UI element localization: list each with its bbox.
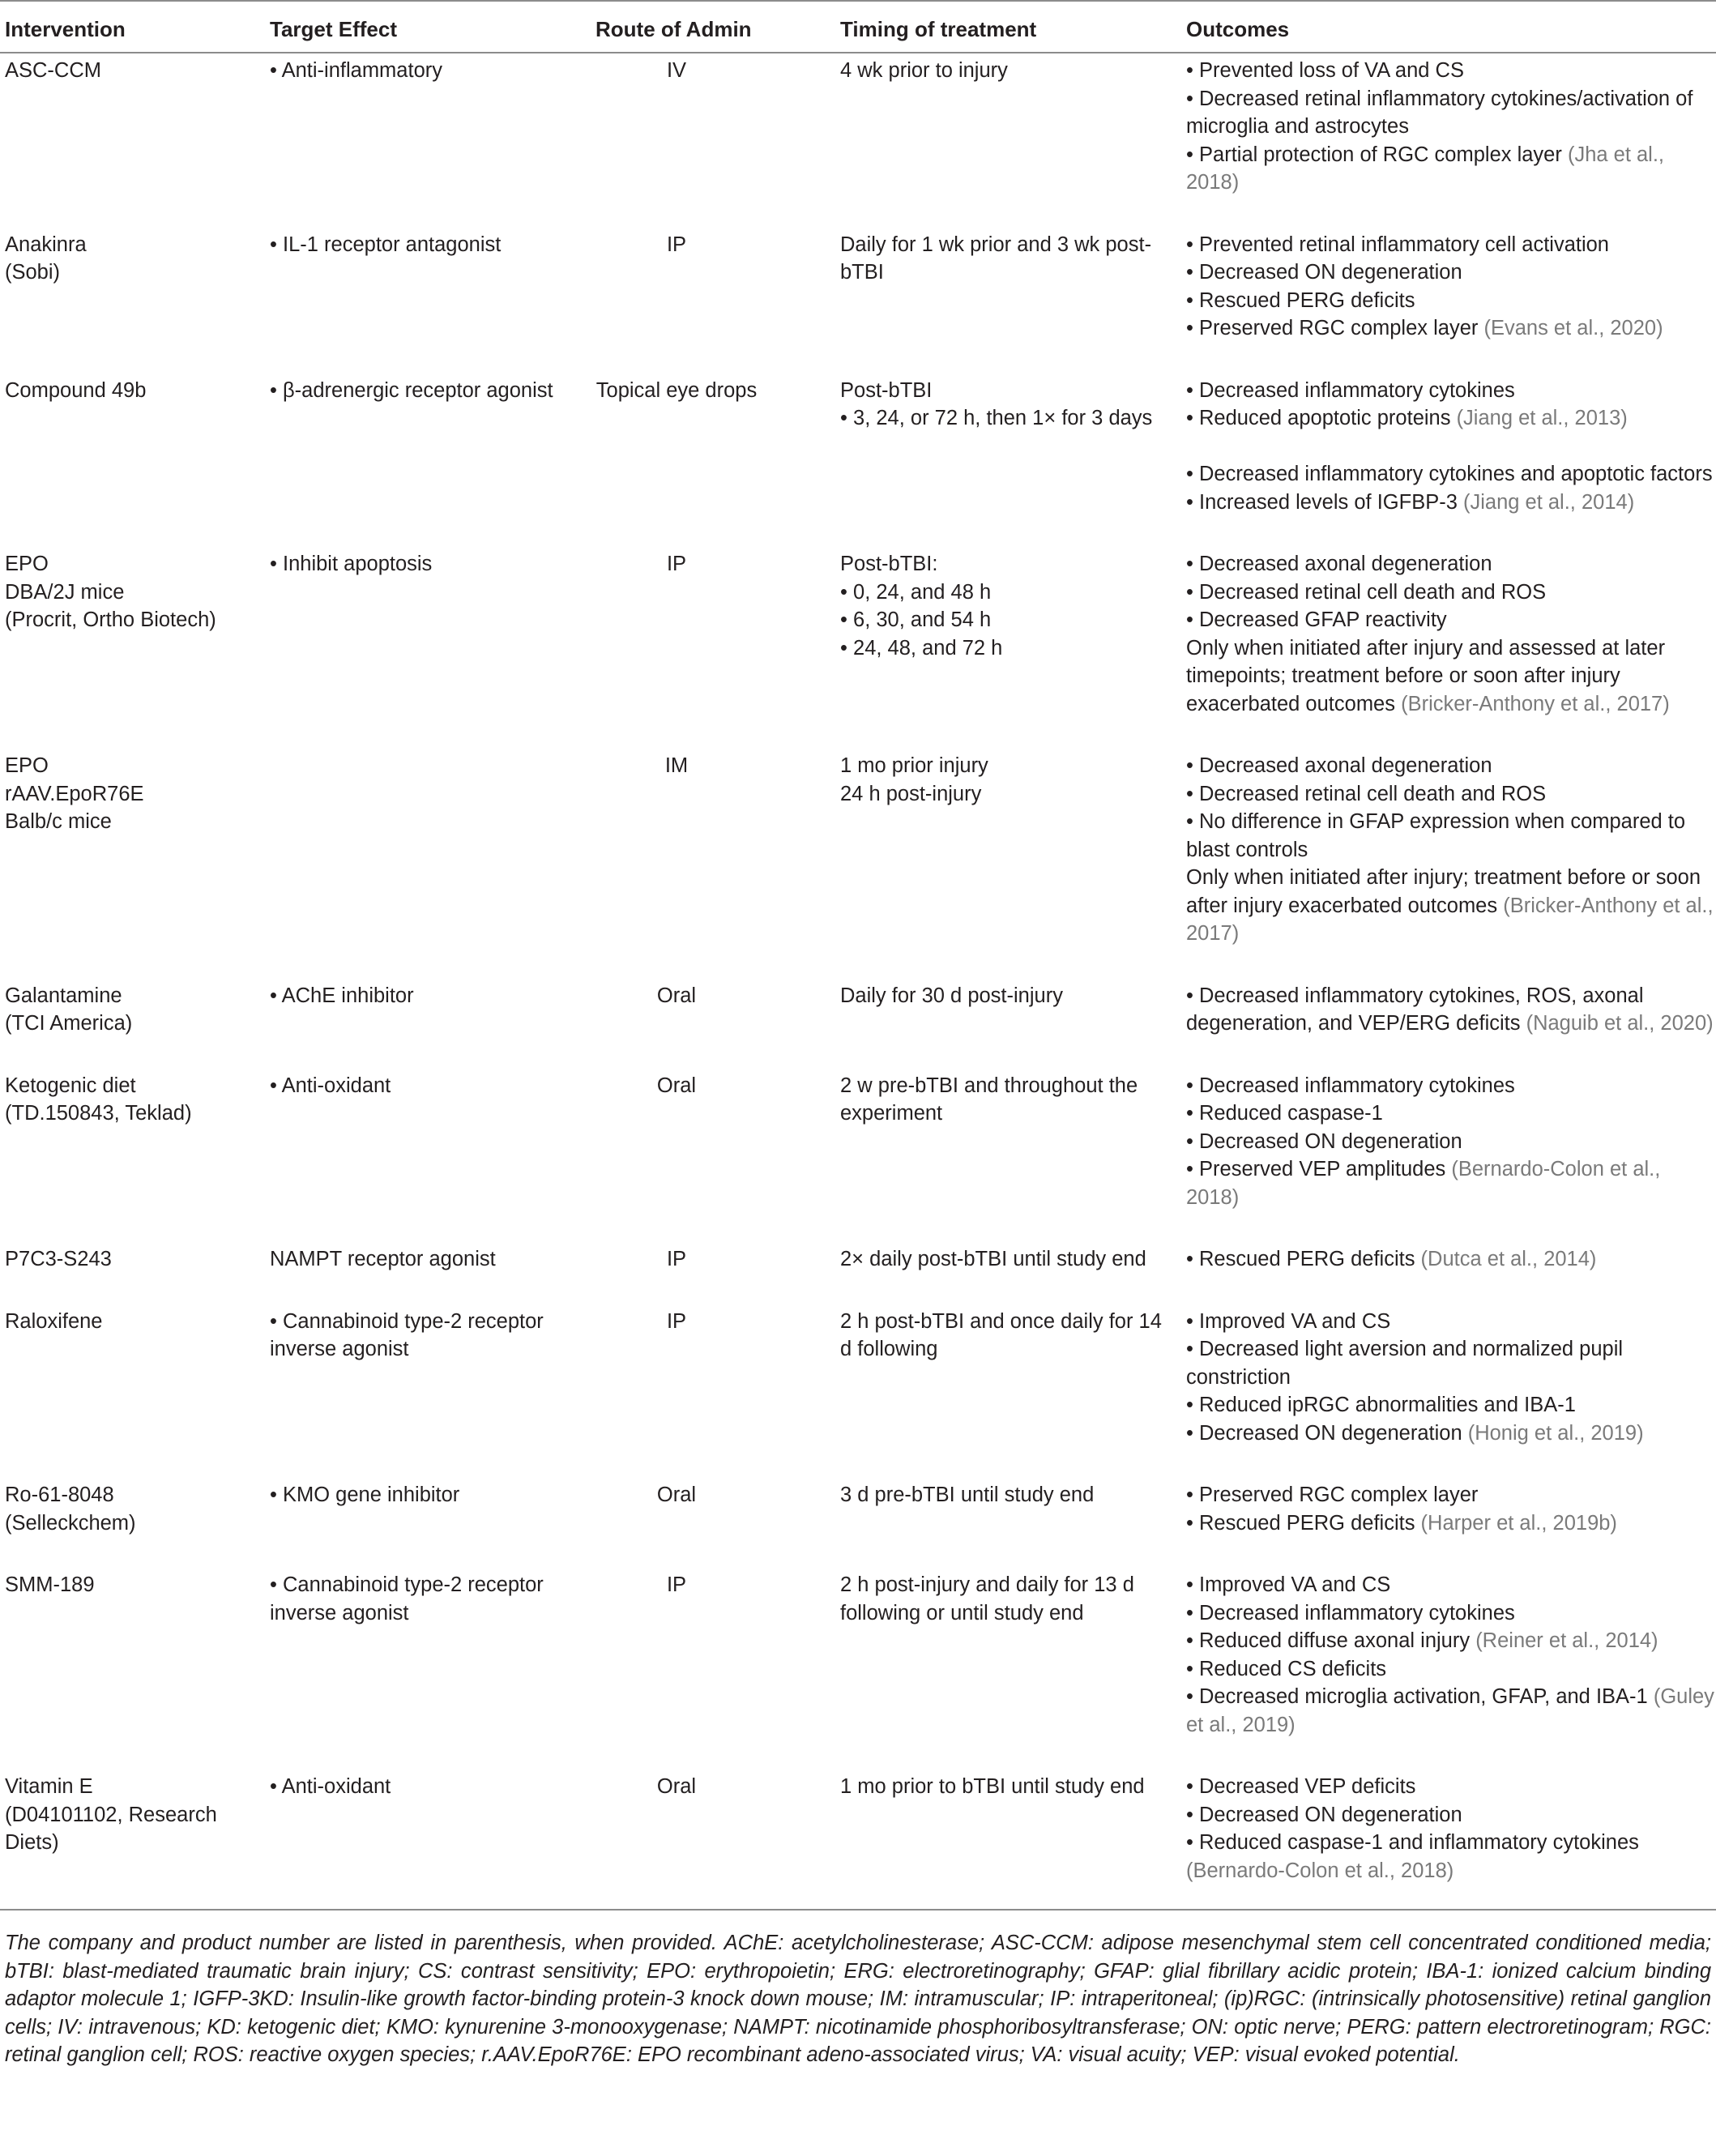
citation: (Bernardo-Colon et al., 2018) bbox=[1186, 1158, 1661, 1209]
cell-outcomes bbox=[1186, 377, 1716, 551]
timing-line: 1 mo prior injury bbox=[840, 754, 988, 777]
cell-intervention bbox=[0, 1308, 267, 1482]
outcome-item bbox=[1186, 404, 1716, 433]
intervention-line: Anakinra bbox=[5, 233, 87, 256]
cell-route bbox=[595, 752, 840, 982]
cell-timing bbox=[840, 1072, 1186, 1246]
cell-intervention bbox=[0, 377, 267, 551]
outcome-item bbox=[1186, 231, 1716, 259]
timing-line: 4 wk prior to injury bbox=[840, 59, 1008, 82]
intervention-line: EPO bbox=[5, 553, 49, 575]
outcome-item bbox=[1186, 864, 1716, 948]
target-effect-line: • Anti-oxidant bbox=[270, 1775, 391, 1798]
cell-outcomes bbox=[1186, 982, 1716, 1072]
cell-route bbox=[595, 1773, 840, 1910]
citation: (Jha et al., 2018) bbox=[1186, 143, 1665, 194]
cell-intervention bbox=[0, 1245, 267, 1308]
route-value: Topical eye drops bbox=[595, 378, 758, 402]
target-effect-line: • Inhibit apoptosis bbox=[270, 553, 433, 575]
outcome-item bbox=[1186, 314, 1716, 343]
timing-line: • 24, 48, and 72 h bbox=[840, 636, 1003, 660]
outcome-text: • Increased levels of IGFBP-3 bbox=[1186, 490, 1463, 514]
intervention-line: Ketogenic diet bbox=[5, 1074, 136, 1097]
intervention-line: (Procrit, Ortho Biotech) bbox=[5, 608, 216, 631]
outcome-item bbox=[1186, 489, 1716, 517]
citation: (Jiang et al., 2013) bbox=[1456, 407, 1628, 429]
timing-line: • 3, 24, or 72 h, then 1× for 3 days bbox=[840, 407, 1153, 429]
outcome-item bbox=[1186, 1391, 1716, 1420]
outcome-text: Only when initiated after injury; treatment before or soon after injury exacerbated outcomes bbox=[1186, 866, 1701, 917]
cell-target-effect bbox=[267, 550, 595, 752]
cell-timing bbox=[840, 53, 1186, 231]
cell-target-effect bbox=[267, 1245, 595, 1308]
outcome-item bbox=[1186, 1245, 1716, 1274]
outcome-item bbox=[1186, 1335, 1716, 1391]
cell-timing bbox=[840, 1773, 1186, 1910]
outcome-item bbox=[1186, 57, 1716, 85]
intervention-line: (TD.150843, Teklad) bbox=[5, 1102, 192, 1125]
outcome-text: • Reduced apoptotic proteins bbox=[1186, 407, 1457, 429]
outcome-text: • Decreased retinal cell death and ROS bbox=[1186, 580, 1547, 604]
outcome-text: • Decreased inflammatory cytokines, ROS, axonal degeneration, and VEP/ERG deficits bbox=[1186, 984, 1644, 1035]
cell-timing bbox=[840, 377, 1186, 551]
cell-target-effect bbox=[267, 1481, 595, 1571]
table-header-row bbox=[0, 1, 1716, 53]
outcome-text: Only when initiated after injury and assessed at later timepoints; treatment before or soon after injury exacerbated outcomes bbox=[1186, 636, 1666, 715]
table-row bbox=[0, 550, 1716, 752]
cell-intervention bbox=[0, 752, 267, 982]
outcome-text: • Reduced caspase-1 bbox=[1186, 1102, 1383, 1125]
outcome-text: • Decreased axonal degeneration bbox=[1186, 754, 1492, 777]
target-effect-line: • IL-1 receptor antagonist bbox=[270, 233, 502, 256]
cell-intervention bbox=[0, 982, 267, 1072]
header-outcomes: Outcomes bbox=[1186, 1, 1716, 53]
intervention-line: SMM-189 bbox=[5, 1573, 95, 1596]
outcome-text: • Decreased ON degeneration bbox=[1186, 1129, 1462, 1153]
intervention-line: rAAV.EpoR76E bbox=[5, 782, 144, 805]
route-value: IP bbox=[666, 233, 687, 256]
cell-target-effect bbox=[267, 1773, 595, 1910]
outcome-text: • Prevented loss of VA and CS bbox=[1186, 59, 1464, 82]
outcome-item bbox=[1186, 1099, 1716, 1128]
cell-timing bbox=[840, 1245, 1186, 1308]
intervention-line: Balb/c mice bbox=[5, 810, 112, 833]
outcome-item bbox=[1186, 377, 1716, 405]
target-effect-line: • Anti-inflammatory bbox=[270, 59, 442, 82]
outcome-item bbox=[1186, 808, 1716, 864]
intervention-line: Vitamin E bbox=[5, 1775, 93, 1798]
table-row bbox=[0, 377, 1716, 551]
cell-target-effect bbox=[267, 1072, 595, 1246]
outcome-text: • Preserved RGC complex layer bbox=[1186, 1484, 1479, 1506]
outcome-item bbox=[1186, 1155, 1716, 1211]
route-value: Oral bbox=[656, 1484, 697, 1506]
outcome-item bbox=[1186, 1420, 1716, 1448]
outcome-text: • Decreased retinal cell death and ROS bbox=[1186, 782, 1547, 805]
intervention-line: DBA/2J mice bbox=[5, 580, 125, 604]
citation: (Reiner et al., 2014) bbox=[1475, 1629, 1658, 1652]
table-body bbox=[0, 53, 1716, 1910]
outcome-text: • Decreased ON degeneration bbox=[1186, 1421, 1468, 1445]
target-effect-line: • Cannabinoid type-2 receptor inverse agonist bbox=[270, 1309, 544, 1360]
outcome-text: • Rescued PERG deficits bbox=[1186, 1248, 1421, 1270]
timing-line: Daily for 30 d post-injury bbox=[840, 984, 1063, 1007]
table-row bbox=[0, 1571, 1716, 1773]
outcome-text: • Prevented retinal inflammatory cell activation bbox=[1186, 233, 1609, 256]
outcome-text: • Decreased inflammatory cytokines and apoptotic factors bbox=[1186, 463, 1713, 485]
outcome-item bbox=[1186, 1655, 1716, 1684]
outcome-item bbox=[1186, 1571, 1716, 1599]
cell-outcomes bbox=[1186, 231, 1716, 377]
timing-line: Daily for 1 wk prior and 3 wk post-bTBI bbox=[840, 233, 1152, 284]
header-intervention: Intervention bbox=[0, 1, 267, 53]
target-effect-line: • KMO gene inhibitor bbox=[270, 1484, 460, 1506]
route-value: Oral bbox=[656, 1074, 697, 1097]
outcome-text: • Rescued PERG deficits bbox=[1186, 1511, 1421, 1535]
outcome-text: • Decreased GFAP reactivity bbox=[1186, 608, 1447, 631]
outcome-text: • Decreased axonal degeneration bbox=[1186, 553, 1492, 575]
outcome-text: • Decreased ON degeneration bbox=[1186, 261, 1462, 284]
route-value: IP bbox=[666, 553, 687, 575]
cell-route bbox=[595, 1245, 840, 1308]
outcome-text: • No difference in GFAP expression when compared to blast controls bbox=[1186, 810, 1686, 861]
cell-route bbox=[595, 1571, 840, 1773]
cell-route bbox=[595, 1481, 840, 1571]
table-row bbox=[0, 231, 1716, 377]
outcome-item bbox=[1186, 1481, 1716, 1509]
route-value: IP bbox=[666, 1309, 687, 1333]
route-value: Oral bbox=[656, 984, 697, 1007]
cell-outcomes bbox=[1186, 1072, 1716, 1246]
outcome-item bbox=[1186, 1509, 1716, 1538]
outcome-text: • Improved VA and CS bbox=[1186, 1573, 1391, 1596]
cell-outcomes bbox=[1186, 53, 1716, 231]
cell-intervention bbox=[0, 1481, 267, 1571]
outcome-item bbox=[1186, 982, 1716, 1038]
timing-line: 2 h post-bTBI and once daily for 14 d following bbox=[840, 1309, 1162, 1360]
outcome-item bbox=[1186, 258, 1716, 287]
timing-line: 1 mo prior to bTBI until study end bbox=[840, 1775, 1145, 1798]
intervention-line: ASC-CCM bbox=[5, 59, 101, 82]
outcome-item bbox=[1186, 287, 1716, 315]
outcome-item bbox=[1186, 1599, 1716, 1628]
citation: (Naguib et al., 2020) bbox=[1526, 1012, 1714, 1035]
table-row bbox=[0, 1308, 1716, 1482]
outcome-item bbox=[1186, 550, 1716, 578]
cell-outcomes bbox=[1186, 1773, 1716, 1910]
cell-outcomes bbox=[1186, 1308, 1716, 1482]
intervention-line: P7C3-S243 bbox=[5, 1248, 112, 1270]
citation: (Bricker-Anthony et al., 2017) bbox=[1401, 692, 1670, 715]
target-effect-line: • β-adrenergic receptor agonist bbox=[270, 378, 553, 402]
timing-line: • 6, 30, and 54 h bbox=[840, 608, 992, 631]
outcome-text: • Decreased inflammatory cytokines bbox=[1186, 378, 1515, 402]
cell-timing bbox=[840, 982, 1186, 1072]
route-value: Oral bbox=[656, 1775, 697, 1798]
outcome-text: • Decreased ON degeneration bbox=[1186, 1803, 1462, 1826]
citation: (Harper et al., 2019b) bbox=[1420, 1511, 1617, 1535]
timing-line: 2× daily post-bTBI until study end bbox=[840, 1248, 1146, 1270]
table-row bbox=[0, 1481, 1716, 1571]
table-footnote: The company and product number are listed in parenthesis, when provided. AChE: acetylcholinesterase; ASC-CCM: adipose mesenchymal stem cell concentrated conditioned media; bTBI: blast-mediated traumatic brain injury; CS: contrast sensitivity; EPO: erythropoietin; ERG: electroretinography; GFAP: glial fibrillary acidic protein; IBA-1: ionized calcium binding adaptor molecule 1; IGFP-3KD: Insulin-like growth factor-binding protein-3 knock down mouse; IM: intramuscular; IP: intraperitoneal; (ip)RGC: (intrinsically photosensitive) retinal ganglion cells; IV: intravenous; KD: ketogenic diet; KMO: kynurenine 3-monooxygenase; NAMPT: nicotinamide phosphoribosyltransferase; ON: optic nerve; PERG: pattern electroretinogram; RGC: retinal ganglion cell; ROS: reactive oxygen species; r.AAV.EpoR76E: EPO recombinant adeno-associated virus; VA: visual acuity; VEP: visual evoked potential. bbox=[5, 1932, 1711, 2066]
timing-line: Post-bTBI bbox=[840, 378, 933, 402]
header-target-effect: Target Effect bbox=[267, 1, 595, 53]
citation: (Guley et al., 2019) bbox=[1186, 1685, 1714, 1736]
table-row bbox=[0, 752, 1716, 982]
outcome-item bbox=[1186, 780, 1716, 809]
outcome-text: • Decreased inflammatory cytokines bbox=[1186, 1601, 1515, 1624]
intervention-line: Ro-61-8048 bbox=[5, 1484, 114, 1506]
intervention-line: EPO bbox=[5, 754, 49, 777]
cell-timing bbox=[840, 1571, 1186, 1773]
outcome-text: • Reduced CS deficits bbox=[1186, 1657, 1387, 1680]
cell-target-effect bbox=[267, 1308, 595, 1482]
outcome-item bbox=[1186, 578, 1716, 607]
outcome-text: • Partial protection of RGC complex layer bbox=[1186, 143, 1568, 166]
timing-line: 2 h post-injury and daily for 13 d following or until study end bbox=[840, 1573, 1134, 1624]
outcome-text: • Decreased VEP deficits bbox=[1186, 1775, 1416, 1798]
intervention-line: Compound 49b bbox=[5, 378, 147, 402]
outcome-item bbox=[1186, 1072, 1716, 1100]
cell-outcomes bbox=[1186, 1571, 1716, 1773]
cell-timing bbox=[840, 550, 1186, 752]
cell-route bbox=[595, 231, 840, 377]
intervention-line: (D04101102, Research Diets) bbox=[5, 1803, 217, 1854]
outcome-item bbox=[1186, 1801, 1716, 1829]
cell-outcomes bbox=[1186, 550, 1716, 752]
route-value: IP bbox=[666, 1248, 687, 1270]
cell-intervention bbox=[0, 1773, 267, 1910]
cell-route bbox=[595, 53, 840, 231]
outcome-text: • Decreased light aversion and normalized pupil constriction bbox=[1186, 1338, 1624, 1389]
outcome-text: • Decreased inflammatory cytokines bbox=[1186, 1074, 1515, 1097]
header-route-of-admin: Route of Admin bbox=[595, 1, 840, 53]
cell-route bbox=[595, 1308, 840, 1482]
cell-intervention bbox=[0, 1571, 267, 1773]
table-row bbox=[0, 53, 1716, 231]
outcome-item bbox=[1186, 1308, 1716, 1336]
target-effect-line: • Anti-oxidant bbox=[270, 1074, 391, 1097]
cell-target-effect bbox=[267, 53, 595, 231]
cell-target-effect bbox=[267, 231, 595, 377]
intervention-line: (TCI America) bbox=[5, 1012, 133, 1035]
citation: (Bernardo-Colon et al., 2018) bbox=[1186, 1859, 1454, 1882]
table-row bbox=[0, 1072, 1716, 1246]
timing-line: Post-bTBI: bbox=[840, 553, 938, 575]
timing-line: • 0, 24, and 48 h bbox=[840, 580, 992, 604]
cell-intervention bbox=[0, 1072, 267, 1246]
outcome-item bbox=[1186, 752, 1716, 780]
cell-route bbox=[595, 377, 840, 551]
cell-target-effect bbox=[267, 982, 595, 1072]
header-timing: Timing of treatment bbox=[840, 1, 1186, 53]
table-row bbox=[0, 1773, 1716, 1910]
intervention-line: Galantamine bbox=[5, 984, 122, 1007]
cell-timing bbox=[840, 1481, 1186, 1571]
target-effect-line: • AChE inhibitor bbox=[270, 984, 414, 1007]
cell-route bbox=[595, 1072, 840, 1246]
citation: (Evans et al., 2020) bbox=[1483, 317, 1663, 339]
citation: (Dutca et al., 2014) bbox=[1420, 1248, 1597, 1270]
cell-route bbox=[595, 550, 840, 752]
intervention-line: (Sobi) bbox=[5, 261, 61, 284]
route-value: IV bbox=[666, 59, 687, 82]
outcome-text: • Rescued PERG deficits bbox=[1186, 288, 1415, 312]
cell-outcomes bbox=[1186, 1481, 1716, 1571]
outcome-text: • Preserved VEP amplitudes bbox=[1186, 1158, 1452, 1180]
outcome-item bbox=[1186, 606, 1716, 634]
outcome-item bbox=[1186, 85, 1716, 141]
cell-target-effect bbox=[267, 752, 595, 982]
cell-timing bbox=[840, 1308, 1186, 1482]
intervention-line: (Selleckchem) bbox=[5, 1511, 136, 1535]
outcome-item bbox=[1186, 1683, 1716, 1739]
outcome-text: • Reduced ipRGC abnormalities and IBA-1 bbox=[1186, 1394, 1576, 1416]
cell-intervention bbox=[0, 53, 267, 231]
outcome-spacer bbox=[1186, 433, 1716, 461]
citation: (Honig et al., 2019) bbox=[1467, 1421, 1644, 1445]
cell-outcomes bbox=[1186, 752, 1716, 982]
intervention-line: Raloxifene bbox=[5, 1309, 103, 1333]
citation: (Jiang et al., 2014) bbox=[1462, 490, 1635, 514]
outcome-item bbox=[1186, 141, 1716, 197]
table-row bbox=[0, 1245, 1716, 1308]
cell-target-effect bbox=[267, 1571, 595, 1773]
citation: (Bricker-Anthony et al., 2017) bbox=[1186, 894, 1714, 945]
timing-line: 3 d pre-bTBI until study end bbox=[840, 1484, 1095, 1506]
outcome-text: • Decreased retinal inflammatory cytokines/activation of microglia and astrocytes bbox=[1186, 87, 1693, 138]
cell-intervention bbox=[0, 231, 267, 377]
target-effect-line: NAMPT receptor agonist bbox=[270, 1248, 496, 1270]
cell-outcomes bbox=[1186, 1245, 1716, 1308]
outcome-text: • Decreased microglia activation, GFAP, and IBA-1 bbox=[1186, 1685, 1654, 1708]
cell-route bbox=[595, 982, 840, 1072]
timing-line: 2 w pre-bTBI and throughout the experiment bbox=[840, 1074, 1138, 1125]
table-row bbox=[0, 982, 1716, 1072]
outcome-item bbox=[1186, 1829, 1716, 1885]
outcome-item bbox=[1186, 634, 1716, 719]
outcome-item bbox=[1186, 1128, 1716, 1156]
cell-intervention bbox=[0, 550, 267, 752]
outcome-text: • Preserved RGC complex layer bbox=[1186, 317, 1484, 339]
cell-timing bbox=[840, 752, 1186, 982]
route-value: IM bbox=[664, 754, 689, 777]
outcome-item bbox=[1186, 1773, 1716, 1801]
cell-timing bbox=[840, 231, 1186, 377]
outcome-item bbox=[1186, 1627, 1716, 1655]
outcome-text: • Improved VA and CS bbox=[1186, 1309, 1391, 1333]
outcome-item bbox=[1186, 460, 1716, 489]
outcome-text: • Reduced diffuse axonal injury bbox=[1186, 1629, 1476, 1652]
outcome-text: • Reduced caspase-1 and inflammatory cytokines bbox=[1186, 1831, 1639, 1854]
timing-line: 24 h post-injury bbox=[840, 782, 982, 805]
route-value: IP bbox=[666, 1573, 687, 1596]
target-effect-line: • Cannabinoid type-2 receptor inverse agonist bbox=[270, 1573, 544, 1624]
cell-target-effect bbox=[267, 377, 595, 551]
